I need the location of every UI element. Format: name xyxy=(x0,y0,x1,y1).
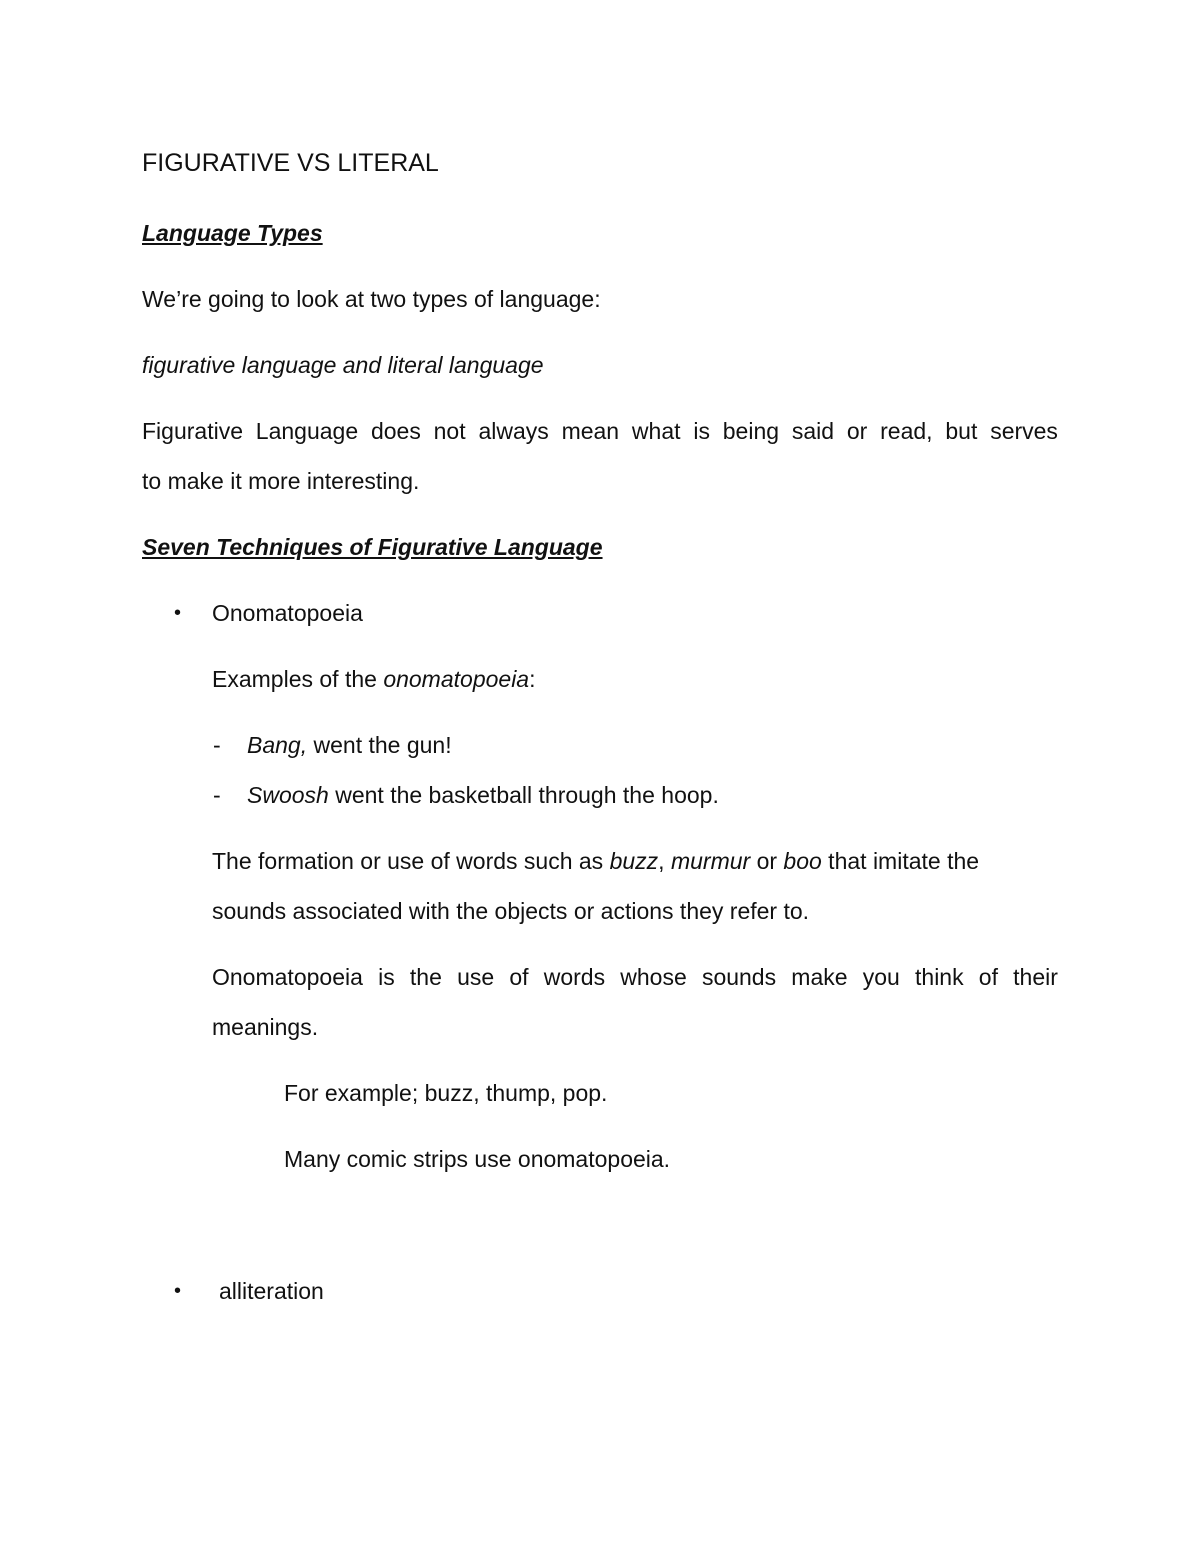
intro-text: We’re going to look at two types of language: xyxy=(142,286,601,312)
bullet-icon: • xyxy=(174,602,182,624)
page-title: FIGURATIVE VS LITERAL xyxy=(142,149,439,177)
figurative-definition-word: Figurative xyxy=(142,418,243,444)
dash-icon: - xyxy=(213,782,221,808)
figurative-definition-word: does xyxy=(370,418,421,444)
figurative-definition-word: or xyxy=(846,418,868,444)
example-bang-rest: went the gun! xyxy=(307,732,452,758)
example-swoosh-italic: Swoosh xyxy=(247,782,329,808)
onomatopoeia-definition2-word: their xyxy=(1013,964,1058,990)
onomatopoeia-definition2-word: use xyxy=(457,964,495,990)
def1-word-murmur: murmur xyxy=(670,848,751,874)
figurative-definition-line1 xyxy=(142,416,1058,446)
figurative-definition-word: said xyxy=(791,418,835,444)
examples-intro xyxy=(212,664,536,694)
def1-text-b: that imitate the xyxy=(821,848,980,874)
figurative-definition-word: read, xyxy=(880,418,933,444)
onomatopoeia-definition2-word: of xyxy=(978,964,998,990)
technique-onomatopoeia: Onomatopoeia xyxy=(212,600,363,626)
onomatopoeia-definition2-word: Onomatopoeia xyxy=(212,964,363,990)
def1-text-a: The formation or use of words such as xyxy=(212,848,610,874)
language-types-heading: Language Types xyxy=(142,220,323,246)
figurative-definition-word: serves xyxy=(990,418,1058,444)
onomatopoeia-definition2-line1 xyxy=(212,962,1058,992)
figurative-definition-word: not xyxy=(433,418,466,444)
examples-intro-term: onomatopoeia xyxy=(383,666,530,692)
figurative-definition-word: but xyxy=(945,418,978,444)
examples-intro-prefix: Examples of the xyxy=(212,666,384,692)
dash-icon: - xyxy=(213,732,221,758)
technique-alliteration: alliteration xyxy=(219,1278,324,1304)
onomatopoeia-definition2-word: words xyxy=(543,964,606,990)
onomatopoeia-definition2-word: is xyxy=(378,964,395,990)
example-bang xyxy=(247,730,452,760)
examples-intro-suffix: : xyxy=(529,666,536,692)
onomatopoeia-definition2-word: sounds xyxy=(701,964,777,990)
def1-comma: , xyxy=(658,848,671,874)
figurative-definition-word: Language xyxy=(255,418,359,444)
onomatopoeia-definition2-word: the xyxy=(409,964,442,990)
example-swoosh xyxy=(247,780,719,810)
for-example-line: For example; buzz, thump, pop. xyxy=(284,1080,608,1106)
seven-techniques-heading: Seven Techniques of Figurative Language xyxy=(142,534,603,560)
figurative-definition-word: what xyxy=(631,418,681,444)
example-swoosh-rest: went the basketball through the hoop. xyxy=(328,782,719,808)
def1-word-boo: boo xyxy=(783,848,822,874)
onomatopoeia-definition2-word: of xyxy=(509,964,529,990)
onomatopoeia-definition2-word: you xyxy=(862,964,900,990)
language-types-text: figurative language and literal language xyxy=(142,352,544,378)
figurative-definition-word: mean xyxy=(561,418,620,444)
onomatopoeia-definition1-line2: sounds associated with the objects or actions they refer to. xyxy=(212,898,810,924)
onomatopoeia-definition2-word: think xyxy=(915,964,964,990)
def1-word-buzz: buzz xyxy=(609,848,659,874)
figurative-definition-word: is xyxy=(693,418,710,444)
figurative-definition-word: always xyxy=(478,418,549,444)
bullet-icon: • xyxy=(174,1280,182,1302)
def1-text-or: or xyxy=(750,848,784,874)
figurative-definition-line2: to make it more interesting. xyxy=(142,468,420,494)
onomatopoeia-definition2-line2: meanings. xyxy=(212,1014,319,1040)
onomatopoeia-definition2-word: make xyxy=(791,964,848,990)
comic-strips-line: Many comic strips use onomatopoeia. xyxy=(284,1146,671,1172)
figurative-definition-word: being xyxy=(722,418,780,444)
onomatopoeia-definition2-word: whose xyxy=(620,964,687,990)
onomatopoeia-definition1-line1 xyxy=(212,846,979,876)
example-bang-italic: Bang, xyxy=(247,732,308,758)
